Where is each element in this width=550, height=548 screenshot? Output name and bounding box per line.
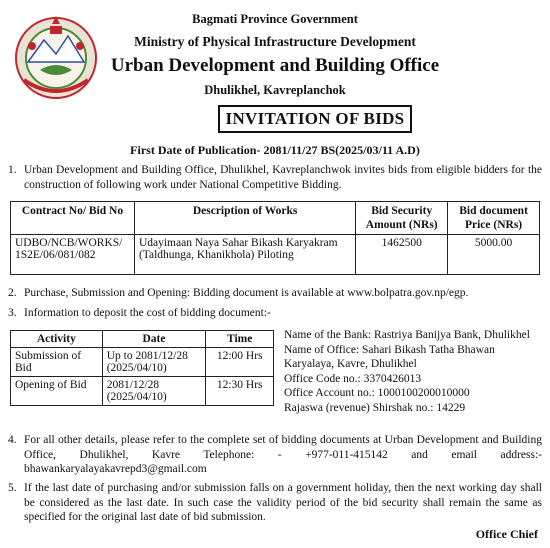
paragraph-text: If the last date of purchasing and/or submission falls on a government holiday, then the next working day shall be considered as the last date. In such case the validity period of the bid security shall remain the same as specified for the original last date of bid submission.	[24, 482, 542, 523]
schedule-table	[10, 330, 274, 406]
date-cell: 2081/12/28 (2025/04/10)	[102, 377, 206, 406]
bid-table	[10, 201, 540, 275]
contract-no-cell: UDBO/NCB/WORKS/ 1S2E/06/081/082	[11, 235, 135, 275]
paragraph-text: For all other details, please refer to the complete set of bidding documents at Urban Development and Building Office, Dhulikhel, Kavre Telephone: - +977-011-415142 and email address:- bhawankaryalayakavrepd3@gmail.com	[24, 434, 542, 475]
office-code-line: Office Code no.: 3370426013	[284, 372, 422, 385]
header-ministry: Ministry of Physical Infrastructure Development	[134, 34, 416, 49]
paragraph-3	[8, 306, 542, 321]
paragraph-text: Information to deposit the cost of bidding document:-	[24, 307, 271, 319]
paragraph-text: Purchase, Submission and Opening: Bidding document is available at www.bolpatra.gov.np/egp.	[24, 287, 469, 299]
time-cell: 12:00 Hrs	[206, 348, 274, 377]
table-row	[11, 377, 274, 406]
description-cell: Udayimaan Naya Sahar Bikash Karyakram (Taldhunga, Khanikhola) Piloting	[134, 235, 355, 275]
header-date: Date	[102, 331, 206, 348]
paragraph-1	[8, 163, 542, 192]
paragraph-number: 4.	[8, 434, 17, 446]
document-price-cell: 5000.00	[448, 235, 540, 275]
header-contract-no: Contract No/ Bid No	[11, 202, 135, 235]
table-row	[11, 348, 274, 377]
office-account-line: Office Account no.: 1000100200010000	[284, 387, 470, 399]
header-description: Description of Works	[134, 202, 355, 235]
revenue-shirshak-line: Rajaswa (revenue) Shirshak no.: 14229	[284, 401, 466, 414]
bank-name-line: Name of the Bank: Rastriya Banijya Bank, Dhulikhel	[284, 329, 530, 341]
bid-security-cell: 1462500	[356, 235, 448, 275]
office-address-line: Karyalaya, Kavre, Dhulikhel	[284, 358, 417, 370]
header-province: Bagmati Province Government	[192, 12, 358, 26]
header-bid-security: Bid Security Amount (NRs)	[356, 202, 448, 235]
paragraph-number: 3.	[8, 307, 17, 319]
bank-info	[284, 328, 530, 415]
paragraph-number: 2.	[8, 287, 17, 299]
header-document-price: Bid document Price (NRs)	[448, 202, 540, 235]
signature-office-chief: Office Chief	[475, 527, 538, 541]
office-name-line: Name of Office: Sahari Bikash Tatha Bhawan	[284, 343, 495, 356]
activity-cell: Submission of Bid	[11, 348, 103, 377]
date-cell: Up to 2081/12/28 (2025/04/10)	[102, 348, 206, 377]
header-location: Dhulikhel, Kavreplanchok	[204, 83, 346, 97]
header-time: Time	[206, 331, 274, 348]
paragraph-5	[8, 481, 542, 525]
publication-date: First Date of Publication- 2081/11/27 BS(2025/03/11 A.D)	[130, 143, 420, 157]
header-office: Urban Development and Building Office	[110, 55, 440, 76]
paragraph-number: 5.	[8, 482, 17, 494]
paragraph-number: 1.	[8, 164, 17, 176]
schedule-header	[11, 331, 274, 348]
bid-table-header	[11, 202, 540, 235]
activity-cell: Opening of Bid	[11, 377, 103, 406]
invitation-banner: INVITATION OF BIDS	[218, 105, 412, 133]
paragraph-4	[8, 433, 542, 477]
paragraph-text: Urban Development and Building Office, Dhulikhel, Kavreplanchwok invites bids from eligible bidders for the construction of following work under National Competitive Bidding.	[24, 164, 542, 191]
table-row	[11, 235, 540, 275]
time-cell: 12:30 Hrs	[206, 377, 274, 406]
header-activity: Activity	[11, 331, 103, 348]
paragraph-2	[8, 286, 542, 301]
